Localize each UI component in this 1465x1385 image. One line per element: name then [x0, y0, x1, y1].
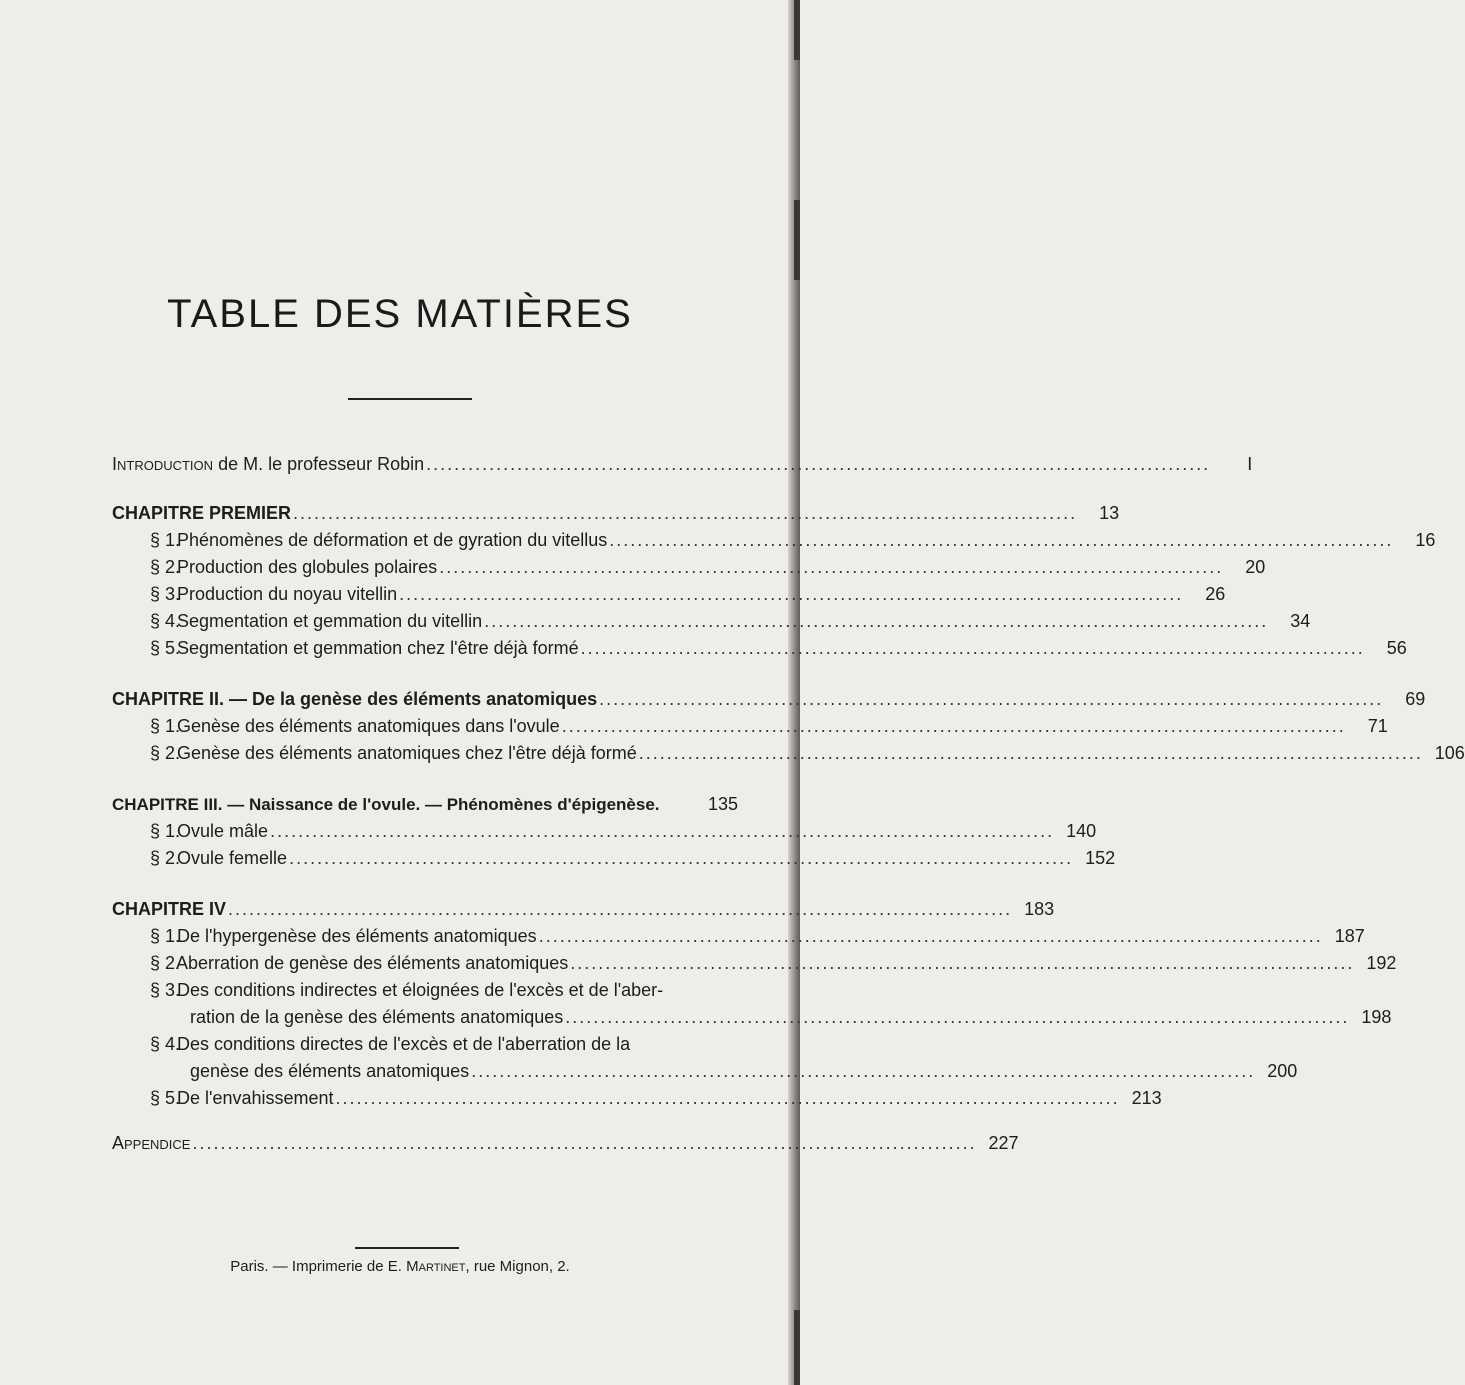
toc-chapter-page: 13 — [1099, 503, 1120, 523]
toc-section-page: 106 — [1434, 743, 1465, 763]
leader-dots: ................................................................................................................ — [484, 611, 1269, 631]
toc-intro-label: Introduction de M. le professeur Robin — [112, 454, 425, 474]
toc-section-page: 187 — [1334, 926, 1365, 946]
footer-rule — [355, 1247, 459, 1249]
toc-section-label: § 3. Production du noyau vitellin — [150, 584, 398, 604]
leader-dots: ................................................................................................................ — [570, 953, 1355, 973]
toc-section-label: § 1. Genèse des éléments anatomiques dans l'ovule — [150, 716, 560, 736]
leader-dots: ................................................................................................................ — [599, 689, 1384, 709]
toc-section-page: 20 — [1245, 557, 1266, 577]
leader-dots: ................................................................................................................ — [228, 899, 1013, 919]
toc-section[interactable] — [150, 923, 1365, 949]
toc-chapter[interactable] — [112, 896, 1055, 922]
toc-section[interactable] — [150, 1031, 738, 1057]
toc-section-page: 152 — [1085, 848, 1116, 868]
leader-dots: ................................................................................................................ — [335, 1088, 1120, 1108]
toc-chapter-label: CHAPITRE PREMIER — [112, 503, 292, 523]
toc-chapter[interactable] — [112, 791, 738, 817]
toc-section[interactable] — [150, 1085, 1162, 1111]
toc-chapter-page: 69 — [1405, 689, 1426, 709]
leader-dots: ................................................................................................................ — [439, 557, 1224, 577]
toc-section-label: ration de la genèse des éléments anatomiques — [190, 1007, 564, 1027]
toc-section-label: § 5. Segmentation et gemmation chez l'être déjà formé — [150, 638, 579, 658]
leader-dots: ................................................................................................................ — [561, 716, 1346, 736]
leader-dots: ................................................................................................................ — [426, 454, 1211, 474]
toc-section-label: § 2. Production des globules polaires — [150, 557, 438, 577]
toc-section-label: § 1. De l'hypergenèse des éléments anatomiques — [150, 926, 537, 946]
toc-section-page: 198 — [1361, 1007, 1392, 1027]
toc-section-label: § 1. Phénomènes de déformation et de gyration du vitellus — [150, 530, 608, 550]
toc-appendix-page: 227 — [988, 1133, 1019, 1153]
toc-section[interactable] — [150, 818, 1097, 844]
toc-chapter-label: CHAPITRE II. — De la genèse des éléments anatomiques — [112, 689, 598, 709]
toc-section-label: § 4. Segmentation et gemmation du vitellin — [150, 611, 483, 631]
toc-section-page: 71 — [1367, 716, 1388, 736]
toc-intro[interactable] — [112, 451, 1253, 477]
toc-chapter-label: CHAPITRE III. — Naissance de l'ovule. — Phénomènes d'épigenèse. — [112, 795, 660, 814]
toc-section-page: 56 — [1386, 638, 1407, 658]
toc-section-page: 26 — [1205, 584, 1226, 604]
toc-appendix[interactable] — [112, 1130, 1019, 1156]
toc-section-page: 16 — [1415, 530, 1436, 550]
leader-dots: ................................................................................................................ — [270, 821, 1055, 841]
toc-section-page: 200 — [1267, 1061, 1298, 1081]
toc-section-label: § 2. Genèse des éléments anatomiques chez l'être déjà formé — [150, 743, 637, 763]
toc-section-page: 34 — [1290, 611, 1311, 631]
toc-appendix-label: Appendice — [112, 1133, 191, 1153]
leader-dots: ................................................................................................................ — [192, 1133, 977, 1153]
leader-dots: ................................................................................................................ — [471, 1061, 1256, 1081]
toc-chapter-page: 183 — [1024, 899, 1055, 919]
toc-section[interactable] — [150, 713, 1388, 739]
toc-section[interactable] — [150, 977, 738, 1003]
toc-section[interactable] — [150, 608, 1311, 634]
toc-section-label: § 4. Des conditions directes de l'excès et de l'aberration de la — [150, 1034, 631, 1054]
toc-section-continuation[interactable] — [190, 1058, 1298, 1084]
toc-chapter-page: 135 — [707, 794, 738, 814]
toc-section-label: § 5. De l'envahissement — [150, 1088, 334, 1108]
toc-section-page: 192 — [1366, 953, 1397, 973]
toc-section-label: genèse des éléments anatomiques — [190, 1061, 470, 1081]
leader-dots: ................................................................................................................ — [293, 503, 1078, 523]
toc-section[interactable] — [150, 635, 1407, 661]
toc-section[interactable] — [150, 845, 1116, 871]
toc-chapter[interactable] — [112, 500, 1120, 526]
leader-dots: ................................................................................................................ — [580, 638, 1365, 658]
toc-section-continuation[interactable] — [190, 1004, 1392, 1030]
toc-section-label: § 2. Aberration de genèse des éléments anatomiques — [150, 953, 569, 973]
leader-dots: ................................................................................................................ — [638, 743, 1423, 763]
leader-dots: ................................................................................................................ — [399, 584, 1184, 604]
toc-section-label: § 2. Ovule femelle — [150, 848, 288, 868]
leader-dots: ................................................................................................................ — [609, 530, 1394, 550]
toc-intro-page: I — [1247, 454, 1253, 474]
toc-chapter[interactable] — [112, 686, 1426, 712]
leader-dots: ................................................................................................................ — [565, 1007, 1350, 1027]
leader-dots: ................................................................................................................ — [538, 926, 1323, 946]
toc-section-page: 140 — [1066, 821, 1097, 841]
toc-section-label: § 1. Ovule mâle — [150, 821, 269, 841]
leader-dots: ................................................................................................................ — [289, 848, 1074, 868]
toc-section[interactable] — [150, 950, 1397, 976]
toc-section[interactable] — [150, 740, 1465, 766]
toc-section-page: 213 — [1131, 1088, 1162, 1108]
toc-section[interactable] — [150, 527, 1436, 553]
printer-imprint: Paris. — Imprimerie de E. Martinet, rue Mignon, 2. — [230, 1258, 570, 1275]
toc-section-label: § 3. Des conditions indirectes et éloignées de l'excès et de l'aber- — [150, 980, 664, 1000]
page-title: TABLE DES MATIÈRES — [167, 292, 633, 336]
toc-section[interactable] — [150, 581, 1226, 607]
toc-chapter-label: CHAPITRE IV — [112, 899, 227, 919]
toc-section[interactable] — [150, 554, 1266, 580]
